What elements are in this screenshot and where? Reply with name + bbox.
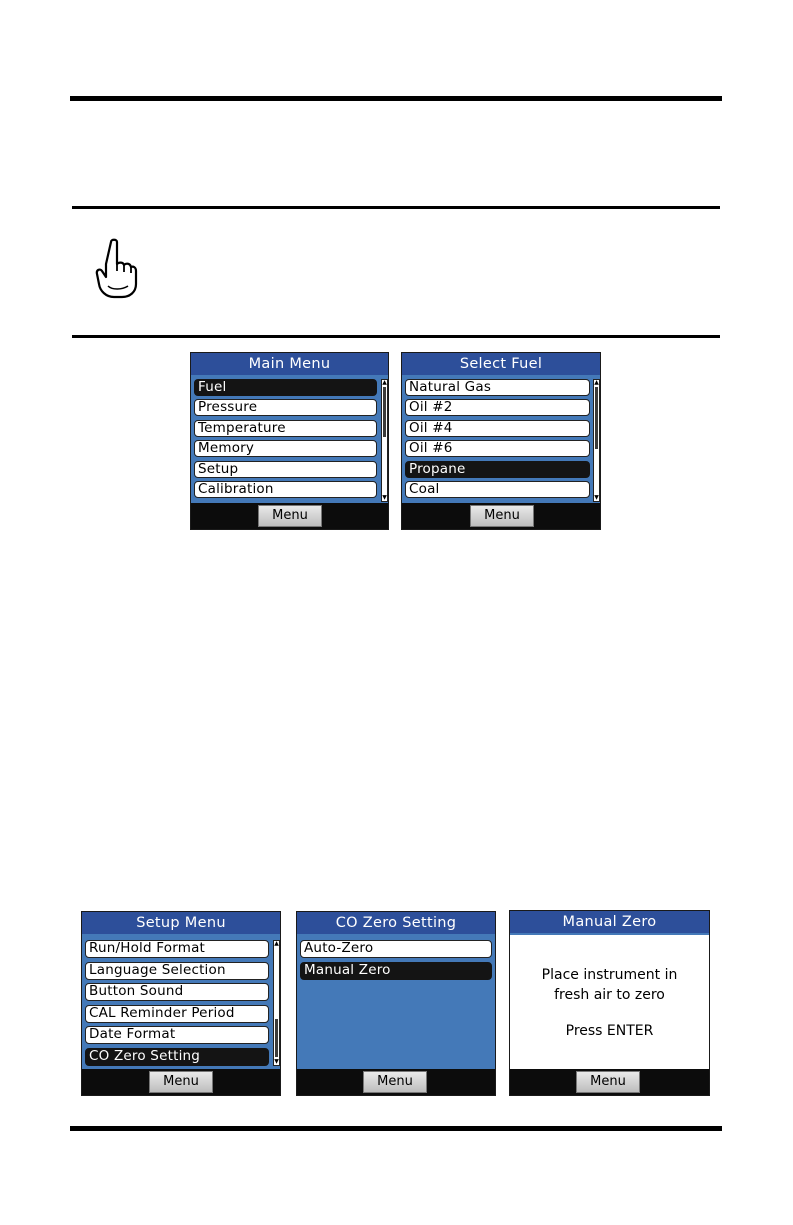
co-zero-setting-screen [296, 911, 496, 1096]
select-fuel-screen [401, 352, 601, 530]
main-menu-screen [190, 352, 389, 530]
setup-item-button-sound[interactable]: Button Sound [85, 983, 269, 1001]
scrollbar[interactable] [593, 379, 600, 502]
scroll-thumb[interactable] [595, 387, 598, 449]
screen-title: Select Fuel [402, 353, 600, 375]
scroll-thumb[interactable] [383, 387, 386, 437]
menu-item-setup[interactable]: Setup [194, 461, 377, 478]
fuel-item-propane[interactable]: Propane [405, 461, 590, 478]
co-zero-item-manual-zero[interactable]: Manual Zero [300, 962, 492, 980]
menu-item-temperature[interactable]: Temperature [194, 420, 377, 437]
setup-item-language-selection[interactable]: Language Selection [85, 962, 269, 980]
menu-item-calibration[interactable]: Calibration [194, 481, 377, 498]
message-line: Place instrument in [541, 967, 678, 983]
menu-button[interactable]: Menu [258, 505, 322, 527]
fuel-item-natural-gas[interactable]: Natural Gas [405, 379, 590, 396]
menu-button[interactable]: Menu [149, 1071, 213, 1093]
fuel-item-oil-2[interactable]: Oil #2 [405, 399, 590, 416]
scrollbar[interactable] [381, 379, 388, 502]
menu-button[interactable]: Menu [470, 505, 534, 527]
message-area [510, 935, 709, 1069]
bottom-rule [70, 1126, 722, 1131]
scroll-down-arrow-icon[interactable]: ▼ [274, 1058, 279, 1065]
menu-item-fuel[interactable]: Fuel [194, 379, 377, 396]
note-bottom-rule [72, 335, 720, 338]
screen-title: CO Zero Setting [297, 912, 495, 934]
manual-zero-screen [509, 910, 710, 1096]
enter-prompt: Press ENTER [565, 1023, 654, 1039]
menu-button[interactable]: Menu [363, 1071, 427, 1093]
menu-button[interactable]: Menu [576, 1071, 640, 1093]
bottom-bar [402, 503, 600, 529]
screen-title: Manual Zero [510, 911, 709, 933]
top-rule [70, 96, 722, 101]
setup-item-run-hold-format[interactable]: Run/Hold Format [85, 940, 269, 958]
scroll-down-arrow-icon[interactable]: ▼ [594, 494, 599, 501]
setup-item-date-format[interactable]: Date Format [85, 1026, 269, 1044]
fuel-item-oil-4[interactable]: Oil #4 [405, 420, 590, 437]
screen-title: Setup Menu [82, 912, 280, 934]
setup-item-cal-reminder-period[interactable]: CAL Reminder Period [85, 1005, 269, 1023]
menu-item-memory[interactable]: Memory [194, 440, 377, 457]
scroll-up-arrow-icon[interactable]: ▲ [274, 940, 279, 947]
bottom-bar [82, 1069, 280, 1095]
scroll-down-arrow-icon[interactable]: ▼ [382, 494, 387, 501]
menu-item-pressure[interactable]: Pressure [194, 399, 377, 416]
co-zero-item-auto-zero[interactable]: Auto-Zero [300, 940, 492, 958]
bottom-bar [297, 1069, 495, 1095]
screen-title: Main Menu [191, 353, 388, 375]
pointing-hand-icon [94, 238, 138, 300]
fuel-item-oil-6[interactable]: Oil #6 [405, 440, 590, 457]
bottom-bar [510, 1069, 709, 1095]
scroll-thumb[interactable] [275, 1019, 278, 1057]
setup-menu-screen [81, 911, 281, 1096]
scroll-up-arrow-icon[interactable]: ▲ [382, 379, 387, 386]
scrollbar[interactable] [273, 940, 280, 1066]
note-top-rule [72, 206, 720, 209]
message-line: fresh air to zero [554, 987, 665, 1003]
fuel-item-coal[interactable]: Coal [405, 481, 590, 498]
setup-item-co-zero-setting[interactable]: CO Zero Setting [85, 1048, 269, 1066]
bottom-bar [191, 503, 388, 529]
scroll-up-arrow-icon[interactable]: ▲ [594, 379, 599, 386]
